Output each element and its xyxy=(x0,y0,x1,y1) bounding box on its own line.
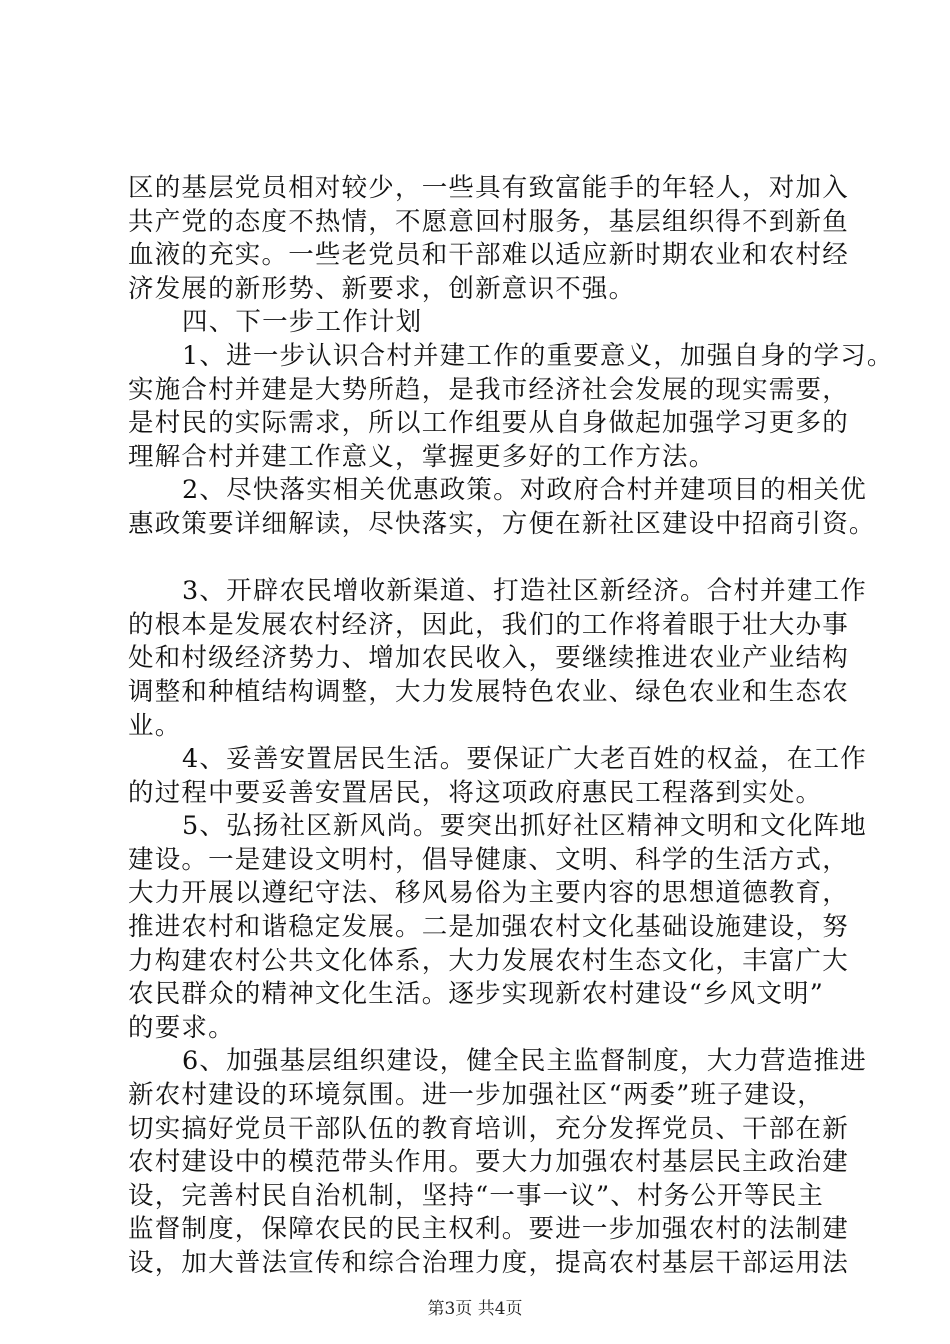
text-line: 力构建农村公共文化体系，大力发展农村生态文化，丰富广大 xyxy=(128,945,849,976)
text-line: 切实搞好党员干部队伍的教育培训，充分发挥党员、干部在新 xyxy=(128,1113,849,1144)
text-line: 业。 xyxy=(128,710,182,741)
text-line: 推进农村和谐稳定发展。二是加强农村文化基础设施建设，努 xyxy=(128,912,849,943)
text-line: 是村民的实际需求，所以工作组要从自身做起加强学习更多的 xyxy=(128,408,849,439)
text-line: 济发展的新形势、新要求，创新意识不强。 xyxy=(128,273,636,304)
text-line: 的要求。 xyxy=(128,1012,235,1043)
text-line: 农民群众的精神文化生活。逐步实现新农村建设“乡风文明” xyxy=(128,979,824,1010)
text-line: 处和村级经济势力、增加农民收入，要继续推进农业产业结构 xyxy=(128,643,849,674)
text-line: 6、加强基层组织建设，健全民主监督制度，大力营造推进 xyxy=(182,1046,867,1077)
text-line: 设，完善村民自治机制，坚持“一事一议”、村务公开等民主 xyxy=(128,1180,824,1211)
section-heading: 四、下一步工作计划 xyxy=(182,307,423,338)
text-line: 设，加大普法宣传和综合治理力度，提高农村基层干部运用法 xyxy=(128,1248,849,1278)
text-line: 建设。一是建设文明村，倡导健康、文明、科学的生活方式， xyxy=(128,844,849,875)
text-line: 大力开展以遵纪守法、移风易俗为主要内容的思想道德教育， xyxy=(128,878,849,909)
text-line: 理解合村并建工作意义，掌握更多好的工作方法。 xyxy=(128,441,716,472)
text-line: 的过程中要妥善安置居民，将这项政府惠民工程落到实处。 xyxy=(128,777,823,808)
body-text xyxy=(128,172,894,1281)
text-line: 新农村建设的环境氛围。进一步加强社区“两委”班子建设， xyxy=(128,1080,824,1111)
text-line: 共产党的态度不热情，不愿意回村服务，基层组织得不到新鱼 xyxy=(128,206,849,237)
paragraph-gap xyxy=(128,542,828,576)
text-line: 3、开辟农民增收新渠道、打造社区新经济。合村并建工作 xyxy=(182,576,867,607)
text-line: 区的基层党员相对较少，一些具有致富能手的年轻人，对加入 xyxy=(128,173,849,203)
text-line: 惠政策要详细解读，尽快落实，方便在新社区建设中招商引资。 xyxy=(128,508,876,539)
text-line: 监督制度，保障农民的民主权利。要进一步加强农村的法制建 xyxy=(128,1214,849,1245)
page-footer: 第3页 共4页 xyxy=(427,1299,523,1319)
text-line: 实施合村并建是大势所趋，是我市经济社会发展的现实需要， xyxy=(128,374,849,405)
text-line: 农村建设中的模范带头作用。要大力加强农村基层民主政治建 xyxy=(128,1147,849,1178)
text-line: 的根本是发展农村经济，因此，我们的工作将着眼于壮大办事 xyxy=(128,609,849,640)
text-line: 调整和种植结构调整，大力发展特色农业、绿色农业和生态农 xyxy=(128,676,849,707)
text-line: 1、进一步认识合村并建工作的重要意义，加强自身的学习。 xyxy=(182,340,894,371)
text-line: 4、妥善安置居民生活。要保证广大老百姓的权益，在工作 xyxy=(182,744,867,775)
text-line: 2、尽快落实相关优惠政策。对政府合村并建项目的相关优 xyxy=(182,475,867,506)
text-line: 血液的充实。一些老党员和干部难以适应新时期农业和农村经 xyxy=(128,240,849,271)
text-line: 5、弘扬社区新风尚。要突出抓好社区精神文明和文化阵地 xyxy=(182,811,867,842)
